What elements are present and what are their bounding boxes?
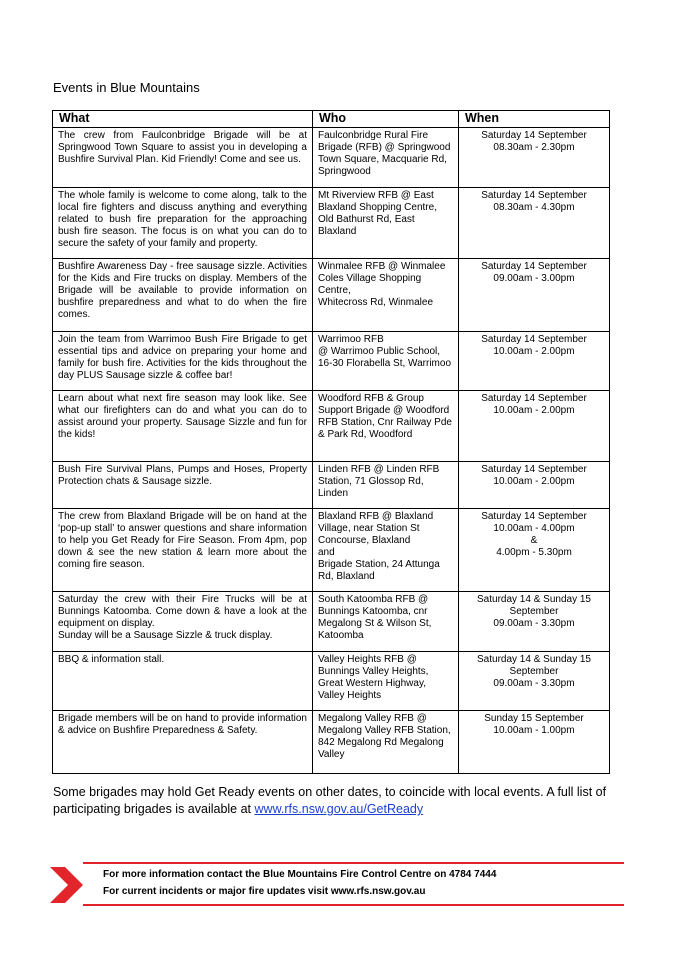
event-description: The whole family is welcome to come along, talk to the local fire fighters and discuss anything and everything related to bush fire preparation for the approaching bush fire season. The focus is on what you can do to secure the safety of your family and property. (53, 188, 313, 259)
event-description: Learn about what next fire season may look like. See what our firefighters can do and what you can do to assist around your property. Sausage Sizzle and fun for the kids! (53, 391, 313, 462)
event-time: Saturday 14 September 09.00am - 3.00pm (459, 259, 610, 332)
event-time: Saturday 14 September 10.00am - 2.00pm (459, 462, 610, 509)
event-description: The crew from Blaxland Brigade will be on hand at the ‘pop-up stall’ to answer questions and share information to help you Get Ready for Fire Season. From 4pm, pop down & see the new station & learn more about the coming fire season. (53, 509, 313, 592)
table-row (53, 652, 610, 711)
event-time: Saturday 14 September 08.30am - 4.30pm (459, 188, 610, 259)
table-row (53, 509, 610, 592)
event-host: Faulconbridge Rural Fire Brigade (RFB) @ Springwood Town Square, Macquarie Rd, Springwood (313, 128, 459, 188)
column-header-when: When (459, 111, 610, 128)
event-description: Brigade members will be on hand to provide information & advice on Bushfire Preparedness & Safety. (53, 711, 313, 774)
event-description: The crew from Faulconbridge Brigade will be at Springwood Town Square to assist you in developing a Bushfire Survival Plan. Kid Friendly! Come and see us. (53, 128, 313, 188)
event-host: South Katoomba RFB @ Bunnings Katoomba, cnr Megalong St & Wilson St, Katoomba (313, 592, 459, 652)
footer-contact-line: For more information contact the Blue Mountains Fire Control Centre on 4784 7444 (103, 869, 497, 880)
table-row (53, 332, 610, 391)
event-description: Bush Fire Survival Plans, Pumps and Hoses, Property Protection chats & Sausage sizzle. (53, 462, 313, 509)
note-text: Some brigades may hold Get Ready events on other dates, to coincide with local events. A full list of participating brigades is available at (53, 785, 607, 816)
event-description: Join the team from Warrimoo Bush Fire Brigade to get essential tips and advice on preparing your home and family for bush fire. Activities for the kids throughout the day PLUS Sausage sizzle & coffee bar! (53, 332, 313, 391)
event-time: Saturday 14 & Sunday 15 September 09.00am - 3.30pm (459, 652, 610, 711)
footer-incidents-line: For current incidents or major fire updates visit www.rfs.nsw.gov.au (103, 886, 426, 897)
table-row (53, 592, 610, 652)
event-time: Saturday 14 & Sunday 15 September 09.00am - 3.30pm (459, 592, 610, 652)
column-header-who: Who (313, 111, 459, 128)
event-time: Saturday 14 September 10.00am - 2.00pm (459, 332, 610, 391)
event-host: Winmalee RFB @ Winmalee Coles Village Shopping Centre, Whitecross Rd, Winmalee (313, 259, 459, 332)
footer-bottom-rule (83, 904, 624, 906)
table-row (53, 259, 610, 332)
get-ready-link[interactable]: www.rfs.nsw.gov.au/GetReady (254, 802, 424, 816)
event-time: Saturday 14 September 10.00am - 2.00pm (459, 391, 610, 462)
events-table (52, 110, 610, 774)
table-row (53, 462, 610, 509)
event-host: Mt Riverview RFB @ East Blaxland Shopping Centre, Old Bathurst Rd, East Blaxland (313, 188, 459, 259)
event-host: Woodford RFB & Group Support Brigade @ Woodford RFB Station, Cnr Railway Pde & Park Rd, Woodford (313, 391, 459, 462)
chevron-right-icon (50, 867, 83, 903)
event-time: Saturday 14 September 10.00am - 4.00pm & 4.00pm - 5.30pm (459, 509, 610, 592)
table-header-row (53, 111, 610, 128)
table-row (53, 128, 610, 188)
table-row (53, 391, 610, 462)
table-row (53, 188, 610, 259)
event-time: Saturday 14 September 08.30am - 2.30pm (459, 128, 610, 188)
event-host: Linden RFB @ Linden RFB Station, 71 Glossop Rd, Linden (313, 462, 459, 509)
event-host: Blaxland RFB @ Blaxland Village, near Station St Concourse, Blaxland and Brigade Station, 24 Attunga Rd, Blaxland (313, 509, 459, 592)
event-host: Valley Heights RFB @ Bunnings Valley Heights, Great Western Highway, Valley Heights (313, 652, 459, 711)
column-header-what: What (53, 111, 313, 128)
table-row (53, 711, 610, 774)
event-description: BBQ & information stall. (53, 652, 313, 711)
event-description: Saturday the crew with their Fire Trucks will be at Bunnings Katoomba. Come down & have a look at the equipment on display. Sunday will be a Sausage Sizzle & truck display. (53, 592, 313, 652)
event-host: Warrimoo RFB @ Warrimoo Public School, 16-30 Florabella St, Warrimoo (313, 332, 459, 391)
brigades-note (53, 784, 623, 818)
event-description: Bushfire Awareness Day - free sausage sizzle. Activities for the Kids and Fire trucks on display. Members of the Brigade will be available to provide information on bushfire preparedness and what to do when the fire comes. (53, 259, 313, 332)
footer-top-rule (83, 862, 624, 864)
event-host: Megalong Valley RFB @ Megalong Valley RFB Station, 842 Megalong Rd Megalong Valley (313, 711, 459, 774)
page-title: Events in Blue Mountains (53, 80, 200, 95)
event-time: Sunday 15 September 10.00am - 1.00pm (459, 711, 610, 774)
